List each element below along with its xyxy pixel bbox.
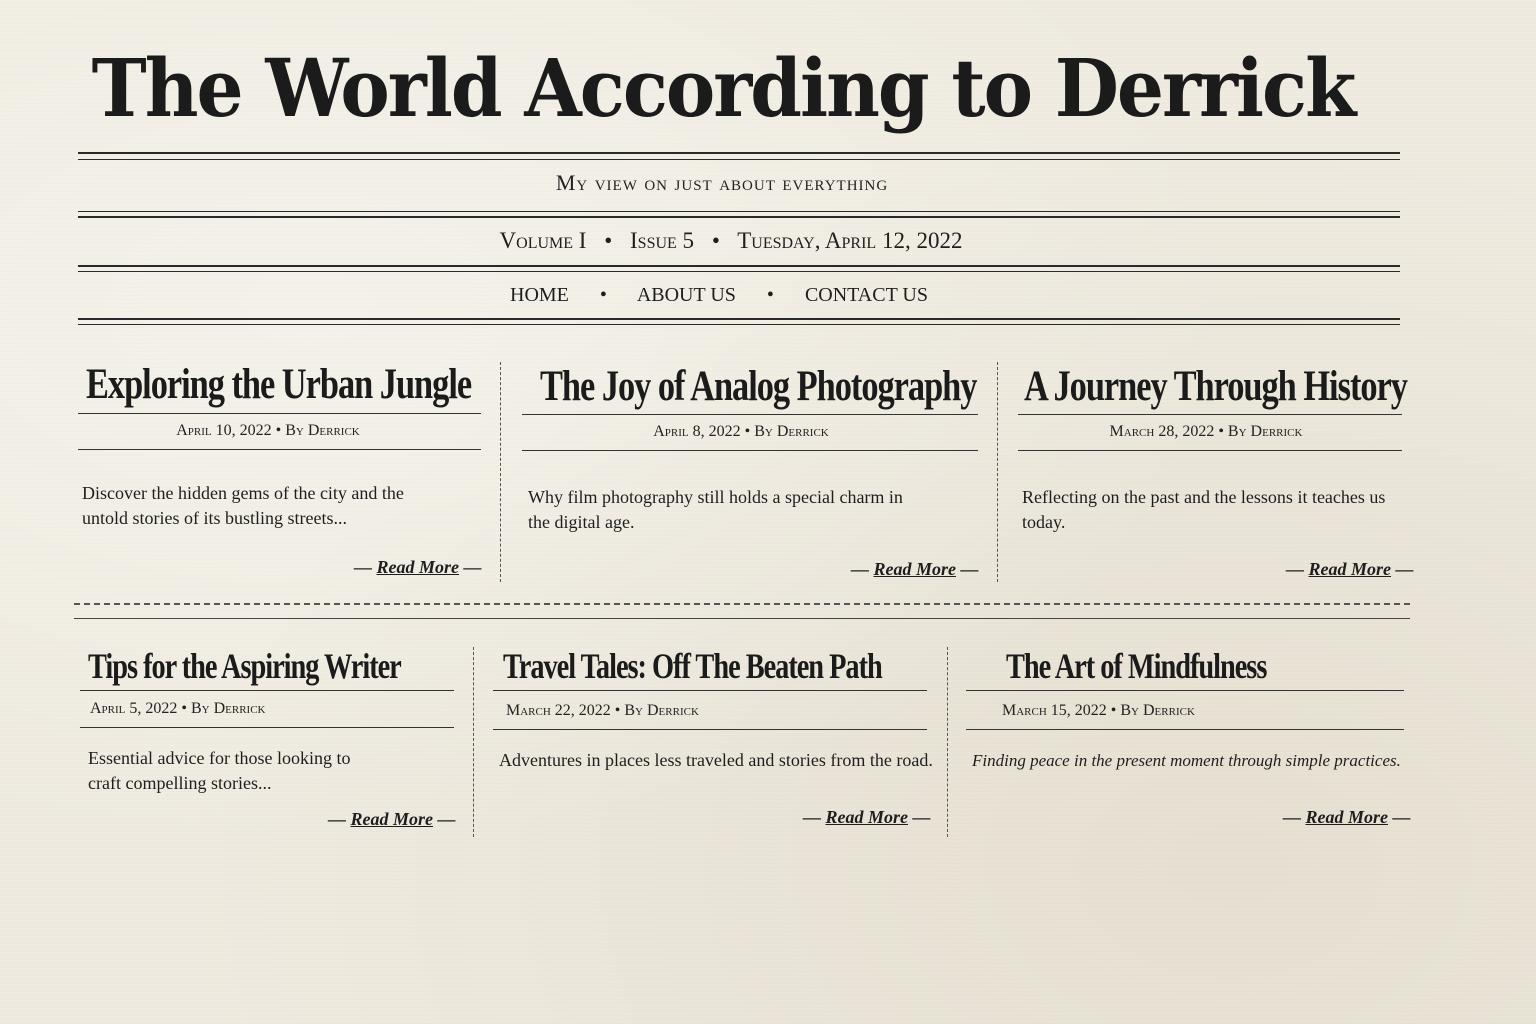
article-card — [966, 648, 1404, 773]
read-more-dash: — — [437, 809, 456, 829]
read-more-link[interactable]: Read More — [350, 809, 433, 829]
article-title[interactable]: A Journey Through History — [1024, 360, 1407, 410]
masthead-rule-top — [78, 152, 1400, 154]
nav-separator: • — [766, 284, 774, 306]
article-title[interactable]: The Art of Mindfulness — [1006, 648, 1267, 687]
article-card — [80, 648, 454, 796]
article-card — [522, 362, 978, 535]
article-byline: April 8, 2022 • By Derrick — [653, 423, 829, 440]
column-divider — [997, 362, 998, 582]
article-title-rule — [522, 414, 978, 415]
tagline: My view on just about everything — [555, 170, 889, 195]
article-title[interactable]: Exploring the Urban Jungle — [86, 358, 472, 408]
main-nav — [78, 284, 1360, 307]
article-excerpt: Reflecting on the past and the lessons it teaches us today. — [1022, 487, 1386, 532]
article-byline: March 15, 2022 • By Derrick — [1002, 702, 1195, 720]
read-more-dash: — — [463, 557, 482, 577]
read-more-link[interactable]: Read More — [376, 557, 459, 577]
column-divider — [947, 647, 948, 837]
issue-line — [78, 228, 1384, 254]
read-more-link-wrapper — [328, 809, 456, 830]
row-divider-dashed — [74, 603, 1410, 605]
issue-label: Issue 5 — [630, 228, 695, 253]
article-byline: April 10, 2022 • By Derrick — [176, 422, 360, 439]
article-title-rule — [966, 690, 1404, 691]
article-excerpt: Adventures in places less traveled and stories from the road. — [499, 750, 933, 771]
column-divider — [473, 647, 474, 837]
masthead-rule-top-thin — [78, 159, 1400, 160]
read-more-link-wrapper — [1283, 807, 1411, 828]
read-more-dash: — — [851, 559, 869, 579]
read-more-dash: — — [1286, 559, 1304, 579]
nav-contact-us[interactable]: CONTACT US — [804, 284, 928, 306]
article-byline-rule — [966, 729, 1404, 730]
article-card — [78, 360, 481, 531]
read-more-dash: — — [912, 807, 931, 827]
read-more-link[interactable]: Read More — [825, 807, 908, 827]
article-title-rule — [78, 413, 481, 414]
article-title-rule — [493, 690, 927, 691]
read-more-link[interactable]: Read More — [873, 559, 956, 579]
issue-separator: • — [604, 228, 613, 253]
masthead-title: The World According to Derrick — [91, 42, 1355, 136]
read-more-link-wrapper — [1286, 559, 1414, 580]
read-more-link[interactable]: Read More — [1308, 559, 1391, 579]
article-title[interactable]: Travel Tales: Off The Beaten Path — [503, 648, 882, 687]
column-divider — [500, 362, 501, 582]
nav-home[interactable]: HOME — [510, 284, 569, 306]
row-divider-solid — [74, 618, 1410, 619]
article-byline-rule — [78, 449, 481, 450]
tagline-rule-thin — [78, 211, 1400, 212]
read-more-link[interactable]: Read More — [1305, 807, 1388, 827]
read-more-dash: — — [960, 559, 979, 579]
read-more-dash: — — [1283, 807, 1301, 827]
article-title-rule — [80, 690, 454, 691]
read-more-dash: — — [328, 809, 346, 829]
article-byline-rule — [493, 729, 927, 730]
article-excerpt: Essential advice for those looking to craft compelling stories... — [88, 748, 351, 794]
issue-date: Tuesday, April 12, 2022 — [737, 228, 963, 253]
read-more-dash: — — [1392, 807, 1411, 827]
nav-separator: • — [599, 284, 607, 306]
read-more-link-wrapper — [803, 807, 931, 828]
read-more-dash: — — [1395, 559, 1414, 579]
read-more-link-wrapper — [354, 557, 482, 578]
article-byline-rule — [1018, 450, 1402, 451]
article-byline-rule — [80, 727, 454, 728]
volume-label: Volume I — [499, 228, 587, 253]
read-more-dash: — — [354, 557, 372, 577]
read-more-link-wrapper — [851, 559, 979, 580]
article-excerpt: Why film photography still holds a special charm in the digital age. — [528, 487, 903, 532]
article-card — [1018, 360, 1407, 535]
article-byline: March 28, 2022 • By Derrick — [1109, 423, 1303, 440]
article-byline: April 5, 2022 • By Derrick — [90, 700, 266, 718]
article-excerpt: Finding peace in the present moment through simple practices. — [972, 751, 1401, 771]
article-title[interactable]: The Joy of Analog Photography — [540, 360, 977, 410]
article-byline-rule — [522, 450, 978, 451]
article-title[interactable]: Tips for the Aspiring Writer — [88, 648, 401, 687]
issue-rule — [78, 265, 1400, 267]
nav-rule — [78, 318, 1400, 320]
article-excerpt: Discover the hidden gems of the city and the untold stories of its bustling streets... — [82, 483, 404, 528]
article-byline: March 22, 2022 • By Derrick — [506, 702, 699, 720]
article-card — [493, 648, 933, 773]
article-title-rule — [1018, 414, 1402, 415]
nav-rule-thin — [78, 324, 1400, 325]
nav-about-us[interactable]: ABOUT US — [636, 284, 736, 306]
issue-rule-thin — [78, 271, 1400, 272]
issue-separator: • — [711, 228, 720, 253]
tagline-rule — [78, 216, 1400, 218]
read-more-dash: — — [803, 807, 821, 827]
